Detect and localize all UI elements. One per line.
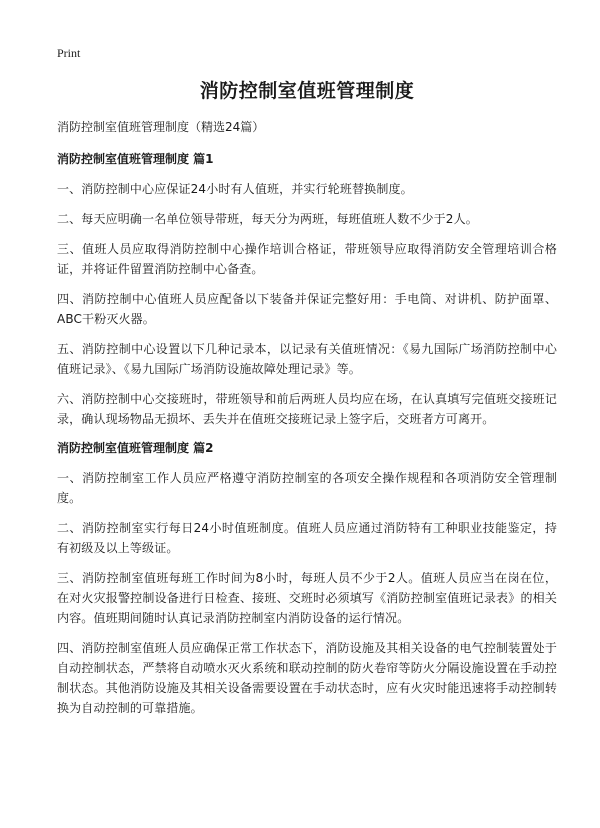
document-body <box>57 78 557 728</box>
document-subtitle: 消防控制室值班管理制度（精选24篇） <box>57 120 265 134</box>
print-link[interactable]: Print <box>57 46 81 60</box>
section-heading: 消防控制室值班管理制度 篇2 <box>57 441 214 455</box>
paragraph: 二、消防控制室实行每日24小时值班制度。值班人员应通过消防特有工种职业技能鉴定，持有初级及以上等级证。 <box>57 521 557 555</box>
paragraph: 四、消防控制室值班人员应确保正常工作状态下，消防设施及其相关设备的电气控制装置处于自动控制状态，严禁将自动喷水灭火系统和联动控制的防火卷帘等防火分隔设施设置在手动控制状态。其他消防设施及其相关设备需要设置在手动状态时，应有火灾时能迅速将手动控制转换为自动控制的可靠措施。 <box>57 641 557 715</box>
paragraph: 五、消防控制中心设置以下几种记录本，以记录有关值班情况：《易九国际广场消防控制中心值班记录》、《易九国际广场消防设施故障处理记录》等。 <box>57 342 557 376</box>
paragraph: 一、消防控制室工作人员应严格遵守消防控制室的各项安全操作规程和各项消防安全管理制度。 <box>57 471 557 505</box>
paragraph: 四、消防控制中心值班人员应配备以下装备并保证完整好用：手电筒、对讲机、防护面罩、ABC干粉灭火器。 <box>57 292 557 326</box>
paragraph: 三、消防控制室值班每班工作时间为8小时，每班人员不少于2人。值班人员应当在岗在位，在对火灾报警控制设备进行日检查、接班、交班时必须填写《消防控制室值班记录表》的相关内容。值班期间随时认真记录消防控制室内消防设备的运行情况。 <box>57 571 557 625</box>
section-2 <box>57 439 557 718</box>
paragraph: 二、每天应明确一名单位领导带班，每天分为两班，每班值班人数不少于2人。 <box>57 212 478 226</box>
paragraph: 六、消防控制中心交接班时，带班领导和前后两班人员均应在场，在认真填写完值班交接班记录，确认现场物品无损坏、丢失并在值班交接班记录上签字后，交班者方可离开。 <box>57 392 557 426</box>
paragraph: 三、值班人员应取得消防控制中心操作培训合格证，带班领导应取得消防安全管理培训合格证，并将证件留置消防控制中心备查。 <box>57 242 557 276</box>
paragraph: 一、消防控制中心应保证24小时有人值班，并实行轮班替换制度。 <box>57 182 413 196</box>
page-title: 消防控制室值班管理制度 <box>199 80 415 102</box>
section-1 <box>57 150 557 429</box>
section-heading: 消防控制室值班管理制度 篇1 <box>57 152 214 166</box>
